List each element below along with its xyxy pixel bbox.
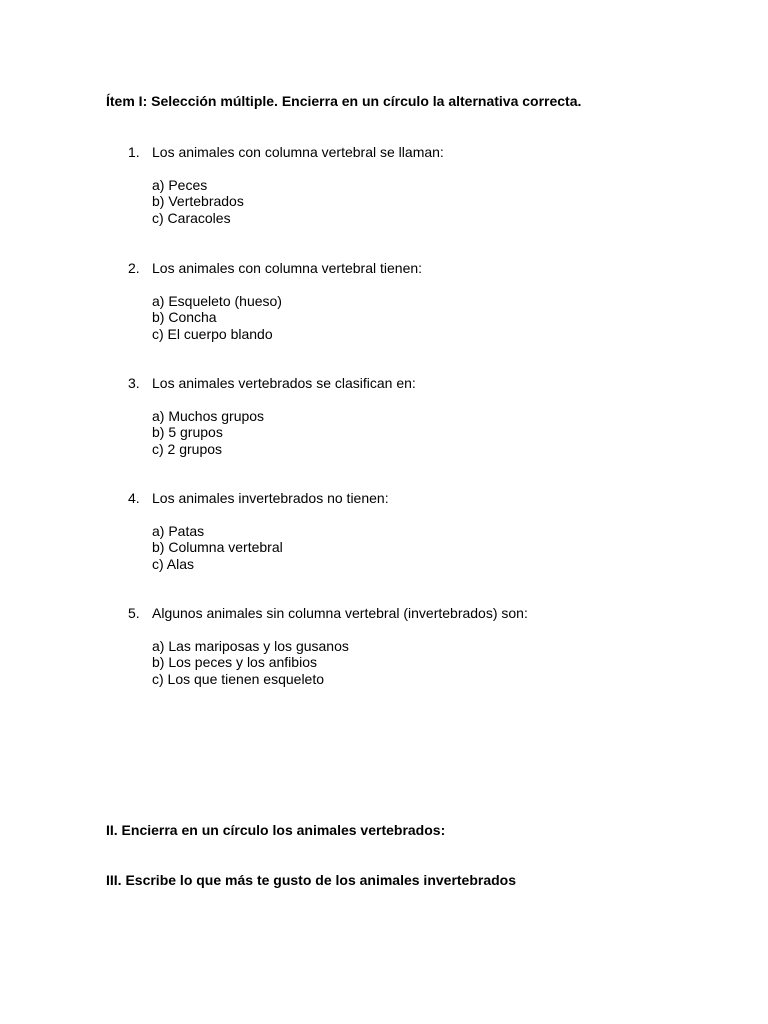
question-text: Los animales con columna vertebral tienen: [152,260,423,276]
option-c[interactable]: c) 2 grupos [152,440,223,457]
question-number: 4. [128,490,140,506]
question-text: Algunos animales sin columna vertebral (invertebrados) son: [152,605,528,621]
option-a[interactable]: a) Peces [152,176,208,193]
option-b[interactable]: b) Concha [152,309,217,325]
question-header [128,375,688,392]
options-list [152,177,688,227]
question-header [128,605,688,622]
question-number: 3. [128,375,140,391]
options-list [152,293,688,343]
option-a[interactable]: a) Esqueleto (hueso) [152,292,282,309]
option-b[interactable]: b) Los peces y los anfibios [152,654,317,670]
question-header [128,144,688,161]
option-a[interactable]: a) Muchos grupos [152,407,265,424]
section-heading-item-3: III. Escribe lo que más te gusto de los animales invertebrados [106,872,517,888]
options-list [152,408,688,458]
option-c[interactable]: c) Los que tienen esqueleto [152,670,325,687]
section-heading-item-1: Ítem I: Selección múltiple. Encierra en un círculo la alternativa correcta. [106,93,582,109]
question-header [128,490,688,507]
question-number: 2. [128,260,140,276]
question-2 [128,260,688,342]
option-c[interactable]: c) El cuerpo blando [152,325,273,342]
question-3 [128,375,688,457]
option-b[interactable]: b) Vertebrados [152,193,244,209]
option-c[interactable]: c) Caracoles [152,209,231,226]
question-1 [128,144,688,226]
question-number: 1. [128,144,140,160]
option-a[interactable]: a) Patas [152,522,205,539]
option-c[interactable]: c) Alas [152,555,195,572]
option-b[interactable]: b) 5 grupos [152,424,223,440]
question-text: Los animales invertebrados no tienen: [152,490,389,506]
question-4 [128,490,688,572]
question-5 [128,605,688,687]
question-text: Los animales con columna vertebral se llaman: [152,144,444,160]
options-list [152,638,688,688]
question-header [128,260,688,277]
options-list [152,523,688,573]
option-a[interactable]: a) Las mariposas y los gusanos [152,637,349,654]
question-number: 5. [128,605,140,621]
option-b[interactable]: b) Columna vertebral [152,539,283,555]
section-heading-item-2: II. Encierra en un círculo los animales vertebrados: [106,822,446,838]
question-text: Los animales vertebrados se clasifican en: [152,375,416,391]
